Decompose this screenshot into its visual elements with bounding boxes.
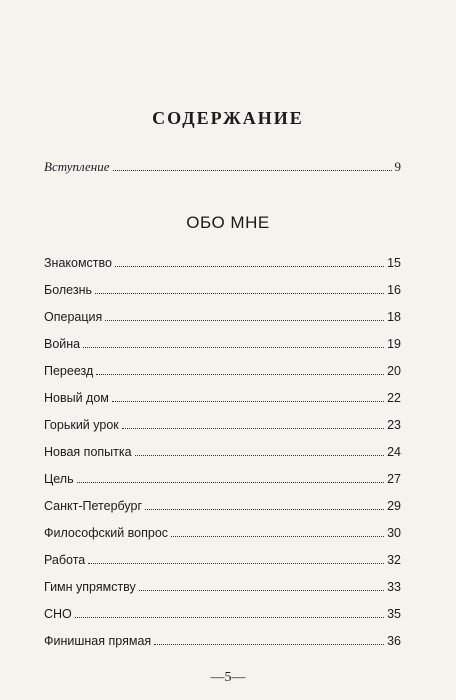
toc-entry — [44, 551, 401, 569]
toc-entry-label: СНО — [44, 607, 72, 621]
toc-entry-label: Гимн упрямству — [44, 580, 136, 594]
toc-entry — [44, 362, 401, 380]
page-number: —5— — [210, 670, 246, 685]
toc-entry-label: Война — [44, 337, 81, 351]
page-title: СОДЕРЖАНИЕ — [152, 108, 304, 128]
toc-entry-label: Работа — [44, 553, 86, 567]
toc-entry — [44, 470, 401, 488]
toc-entry-page: 23 — [387, 418, 401, 432]
toc-entry-label: Болезнь — [44, 283, 92, 297]
dot-leader — [122, 428, 384, 429]
toc-entry — [44, 605, 401, 623]
dot-leader — [77, 482, 385, 483]
toc-entry-page: 18 — [387, 310, 401, 324]
dot-leader — [115, 266, 384, 267]
toc-entry-page: 9 — [394, 159, 401, 174]
section-heading: ОБО МНЕ — [186, 213, 270, 232]
dot-leader — [145, 509, 384, 510]
toc-entry-label: Новый дом — [44, 391, 109, 405]
toc-entry-label: Санкт-Петербург — [44, 499, 143, 513]
toc-entry — [44, 416, 401, 434]
dot-leader — [154, 644, 384, 645]
toc-entry — [44, 578, 401, 596]
toc-entry — [44, 254, 401, 272]
toc-entry-label: Финишная прямая — [44, 634, 152, 648]
toc-entry-page: 35 — [387, 607, 401, 621]
toc-entry-page: 36 — [387, 634, 401, 648]
dot-leader — [105, 320, 384, 321]
toc-entry — [44, 632, 401, 650]
toc-entry-intro — [44, 158, 401, 176]
toc-entry-label: Новая попытка — [44, 445, 132, 459]
toc-entry — [44, 308, 401, 326]
dot-leader — [96, 374, 384, 375]
toc-entry-page: 30 — [387, 526, 401, 540]
toc-entry — [44, 389, 401, 407]
toc-entry-label: Операция — [44, 310, 103, 324]
toc-entry — [44, 524, 401, 542]
toc-entry-page: 24 — [387, 445, 401, 459]
dot-leader — [135, 455, 385, 456]
toc-entry-page: 16 — [387, 283, 401, 297]
toc-entry — [44, 335, 401, 353]
toc-entry-page: 22 — [387, 391, 401, 405]
dot-leader — [95, 293, 384, 294]
toc-entry-label: Переезд — [44, 364, 94, 378]
dot-leader — [88, 563, 384, 564]
dot-leader — [113, 170, 392, 171]
dot-leader — [171, 536, 384, 537]
toc-entry-page: 15 — [387, 256, 401, 270]
toc-entry-page: 27 — [387, 472, 401, 486]
toc-entry-label: Знакомство — [44, 256, 112, 270]
dot-leader — [75, 617, 384, 618]
dot-leader — [83, 347, 384, 348]
toc-entry-label: Горький урок — [44, 418, 119, 432]
toc-entry-page: 20 — [387, 364, 401, 378]
toc-entry-page: 32 — [387, 553, 401, 567]
toc-entry-label: Вступление — [44, 159, 110, 174]
toc-entry-label: Цель — [44, 472, 74, 486]
toc-entry — [44, 281, 401, 299]
toc-entry-page: 33 — [387, 580, 401, 594]
dot-leader — [112, 401, 384, 402]
dot-leader — [139, 590, 384, 591]
toc-entry-page: 29 — [387, 499, 401, 513]
toc-entry — [44, 497, 401, 515]
toc-entry-page: 19 — [387, 337, 401, 351]
toc-entry — [44, 443, 401, 461]
toc-entry-label: Философский вопрос — [44, 526, 169, 540]
